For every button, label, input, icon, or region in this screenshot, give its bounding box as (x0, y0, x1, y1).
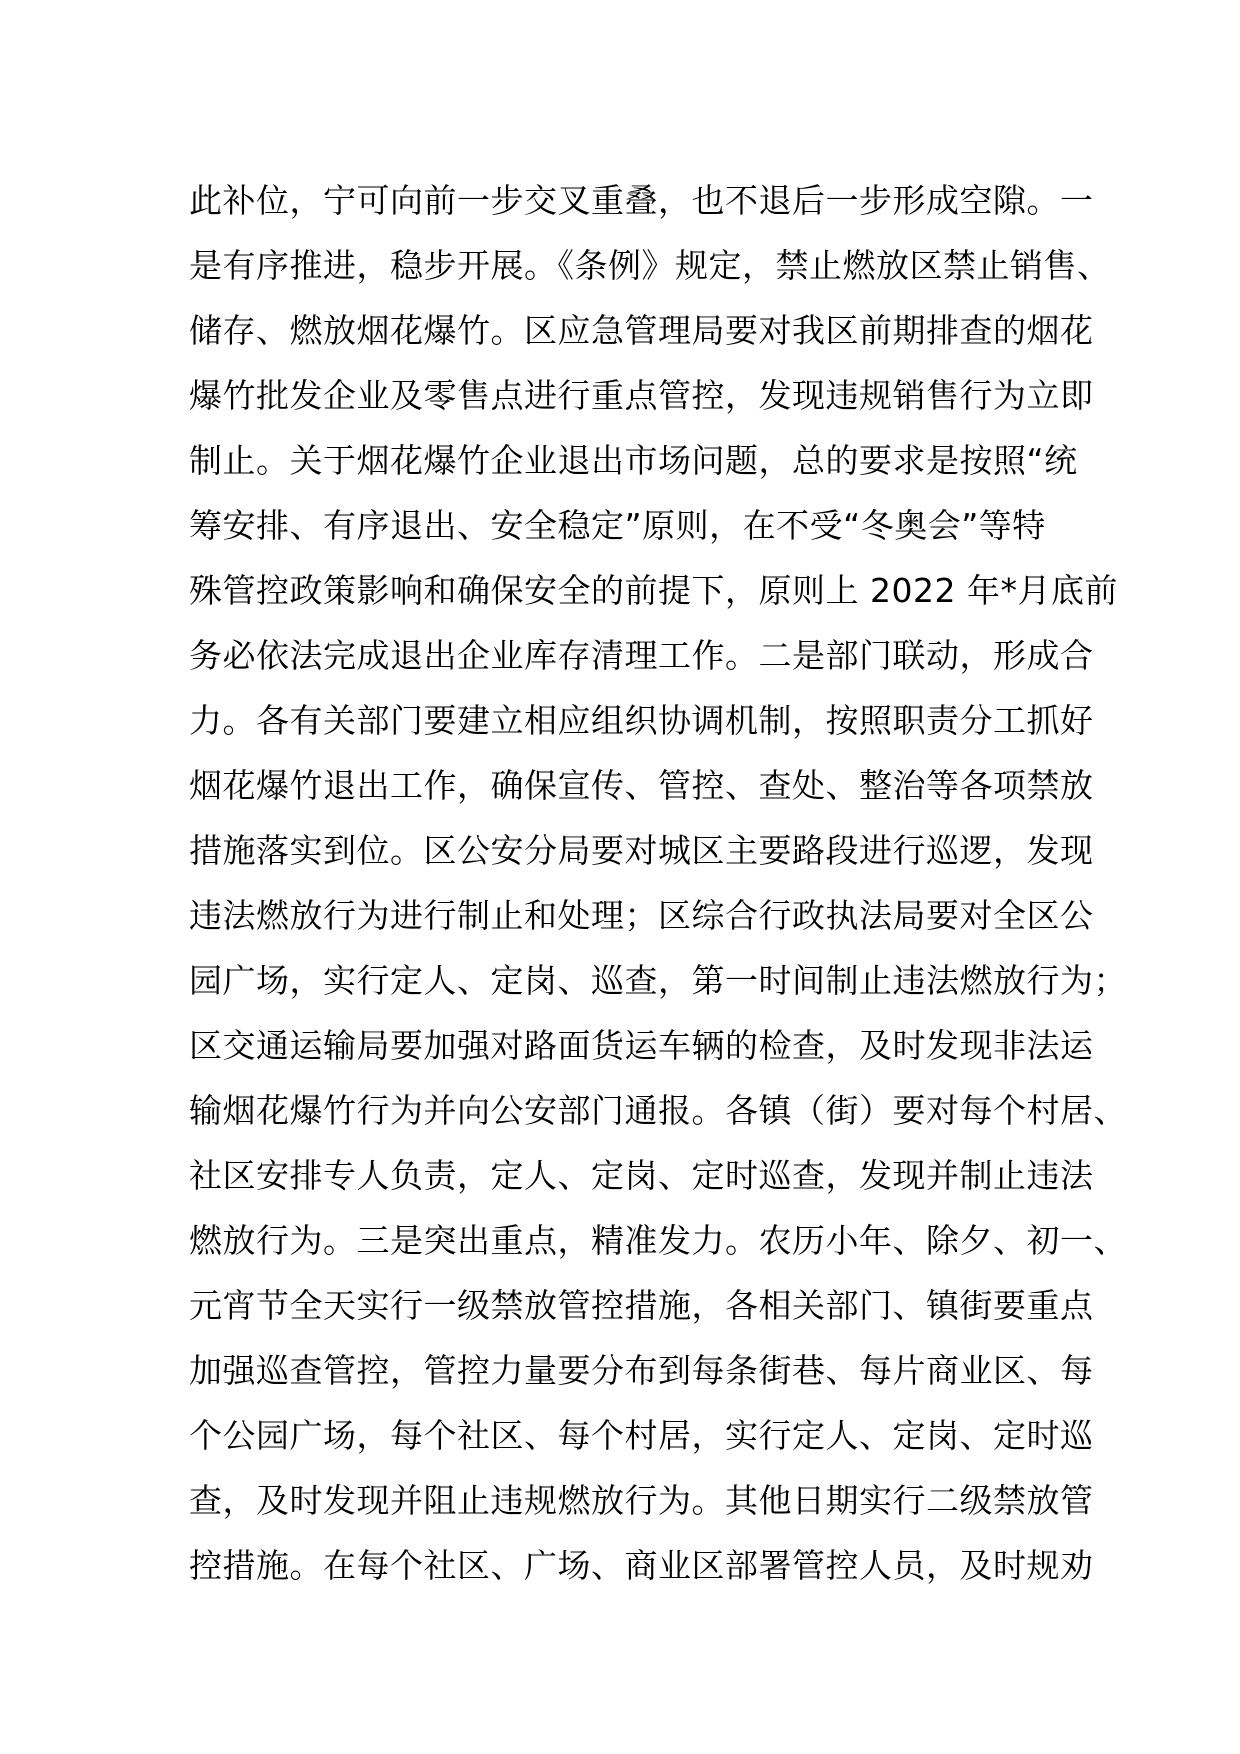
text-line: 燃放行为。三是突出重点，精准发力。农历小年、除夕、初一、 (189, 1221, 1127, 1260)
text-line: 控措施。在每个社区、广场、商业区部署管控人员，及时规劝 (189, 1546, 1094, 1585)
text-line: 筹安排、有序退出、安全稳定”原则，在不受“冬奥会”等特 (189, 506, 1046, 545)
text-line: 个公园广场，每个社区、每个村居，实行定人、定岗、定时巡 (189, 1416, 1094, 1455)
text-line: 加强巡查管控，管控力量要分布到每条街巷、每片商业区、每 (189, 1351, 1094, 1390)
text-line: 爆竹批发企业及零售点进行重点管控，发现违规销售行为立即 (189, 376, 1094, 415)
text-line: 制止。关于烟花爆竹企业退出市场问题，总的要求是按照“统 (189, 441, 1078, 480)
text-line: 是有序推进，稳步开展。《条例》规定，禁止燃放区禁止销售、 (189, 246, 1111, 285)
body-text (189, 168, 1127, 1598)
text-line: 殊管控政策影响和确保安全的前提下，原则上 2022 年*月底前 (189, 571, 1118, 610)
text-line: 社区安排专人负责，定人、定岗、定时巡查，发现并制止违法 (189, 1156, 1094, 1195)
text-line: 输烟花爆竹行为并向公安部门通报。各镇（街）要对每个村居、 (189, 1091, 1127, 1130)
text-line: 区交通运输局要加强对路面货运车辆的检查，及时发现非法运 (189, 1026, 1094, 1065)
text-line: 查，及时发现并阻止违规燃放行为。其他日期实行二级禁放管 (189, 1481, 1094, 1520)
text-line: 储存、燃放烟花爆竹。区应急管理局要对我区前期排查的烟花 (189, 311, 1094, 350)
text-line: 园广场，实行定人、定岗、巡查，第一时间制止违法燃放行为； (189, 961, 1127, 1000)
text-line: 烟花爆竹退出工作，确保宣传、管控、查处、整治等各项禁放 (189, 766, 1094, 805)
text-line: 力。各有关部门要建立相应组织协调机制，按照职责分工抓好 (189, 701, 1094, 740)
text-line: 措施落实到位。区公安分局要对城区主要路段进行巡逻，发现 (189, 831, 1094, 870)
text-line: 务必依法完成退出企业库存清理工作。二是部门联动，形成合 (189, 636, 1094, 675)
text-line: 违法燃放行为进行制止和处理；区综合行政执法局要对全区公 (189, 896, 1094, 935)
text-line: 此补位，宁可向前一步交叉重叠，也不退后一步形成空隙。一 (189, 181, 1094, 220)
text-line: 元宵节全天实行一级禁放管控措施，各相关部门、镇街要重点 (189, 1286, 1094, 1325)
